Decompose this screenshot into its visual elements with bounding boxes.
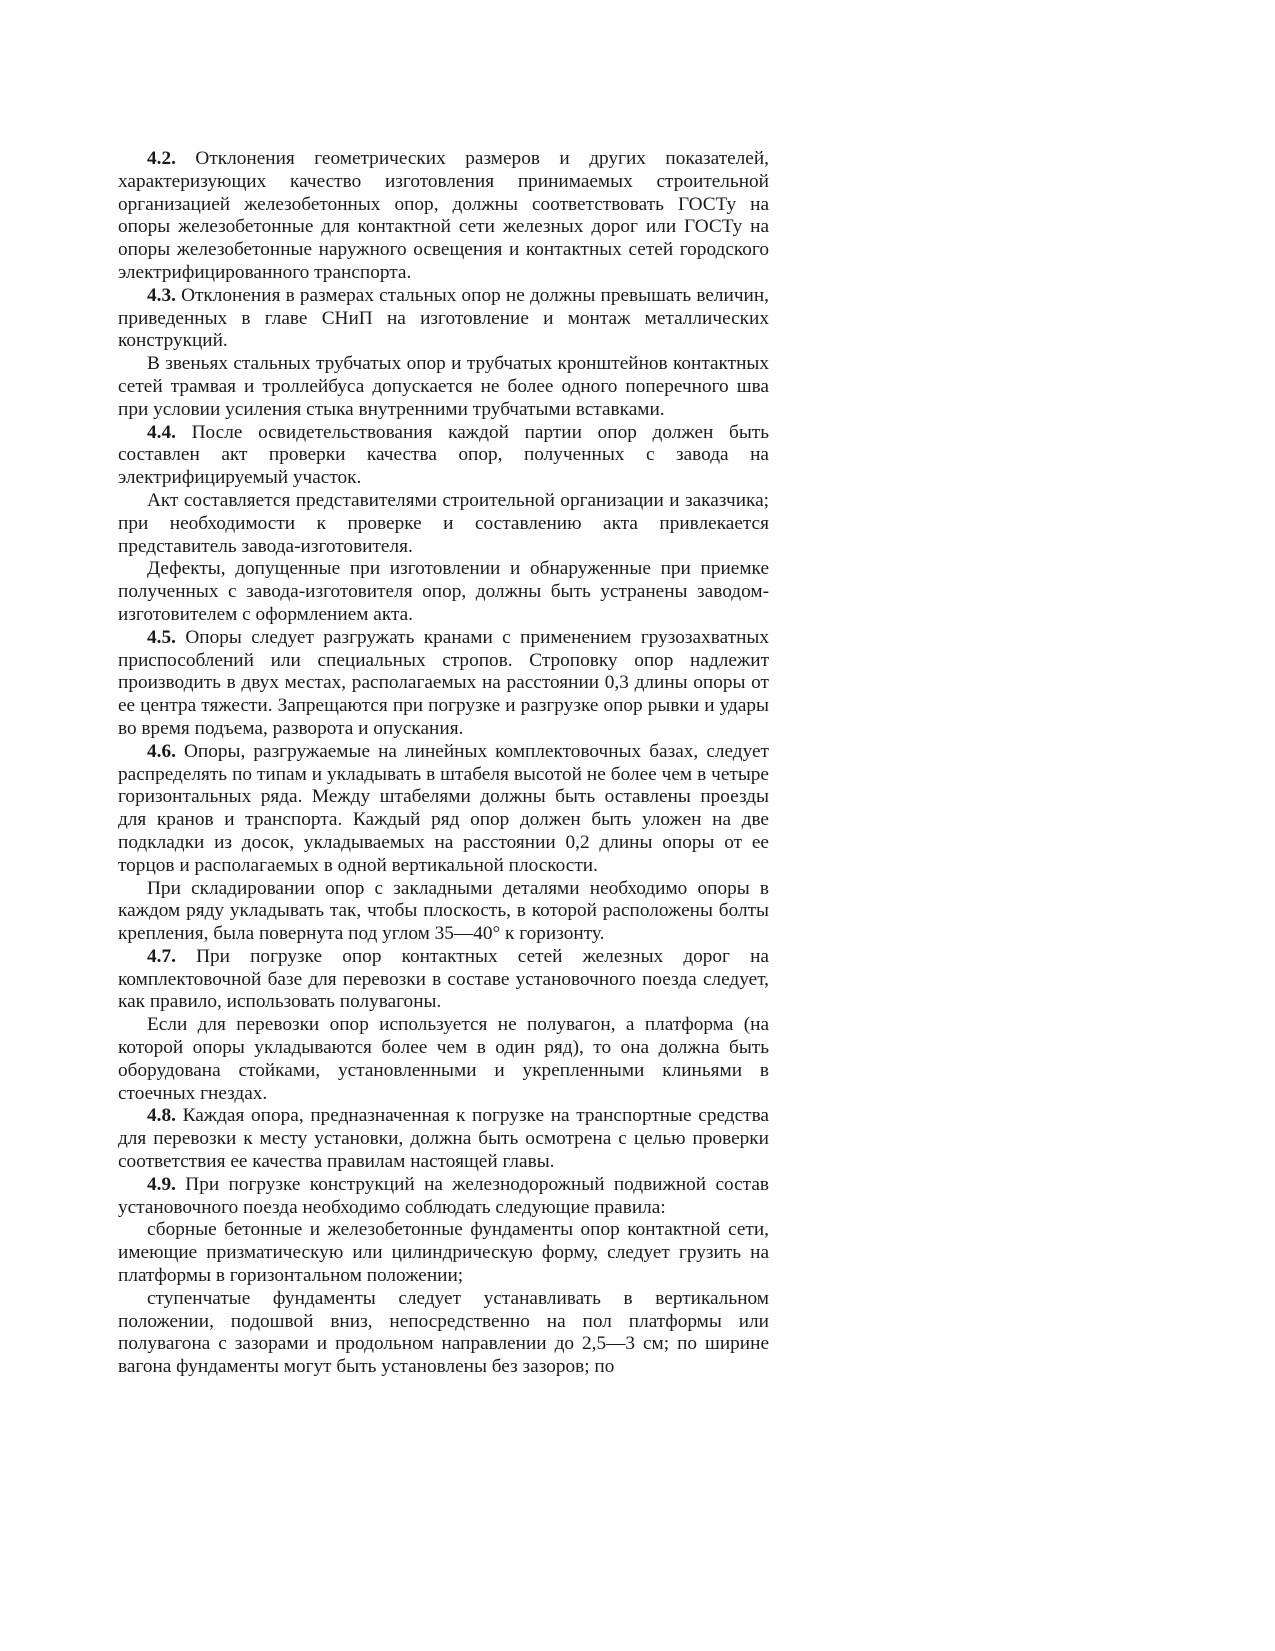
clause-number: 4.4. [147, 421, 176, 443]
paragraph [118, 490, 769, 558]
paragraph-4-6 [118, 741, 769, 878]
clause-number: 4.3. [147, 284, 176, 306]
clause-number: 4.2. [147, 148, 176, 169]
paragraph-text: В звеньях стальных трубчатых опор и трубчатых кронштейнов контактных сетей трамвая и троллейбуса допускается не более одного поперечного шва при условии усиления стыка внутренними трубчатыми вставками. [118, 353, 769, 420]
paragraph-text: Если для перевозки опор используется не полувагон, а платформа (на которой опоры укладываются более чем в один ряд), то она должна быть оборудована стойками, установленными и укрепленными клиньями в стоечных гнездах. [118, 1014, 769, 1104]
document-body [118, 148, 769, 1379]
paragraph-text: Опоры следует разгружать кранами с применением грузозахватных приспособлений или специальных стропов. Строповку опор надлежит производить в двух местах, располагаемых на расстоянии 0,3 длины опоры от ее центра тяжести. Запрещаются при погрузке и разгрузке опор рывки и удары во время подъема, разворота и опускания. [118, 626, 769, 739]
clause-number: 4.6. [147, 740, 176, 762]
paragraph-text: Опоры, разгружаемые на линейных комплектовочных базах, следует распределять по типам и укладывать в штабеля высотой не более чем в четыре горизонтальных ряда. Между штабелями должны быть оставлены проезды для кранов и транспорта. Каждый ряд опор должен быть уложен на две подкладки из досок, укладываемых на расстоянии 0,2 длины опоры от ее торцов и располагаемых в одной вертикальной плоскости. [118, 740, 769, 876]
paragraph [118, 1014, 769, 1105]
paragraph [118, 558, 769, 626]
paragraph-text: При погрузке конструкций на железнодорожный подвижной состав установочного поезда необходимо соблюдать следующие правила: [118, 1173, 770, 1218]
paragraph-text: сборные бетонные и железобетонные фундаменты опор контактной сети, имеющие призматическую или цилиндрическую форму, следует грузить на платформы в горизонтальном положении; [118, 1219, 769, 1287]
paragraph-text: ступенчатые фундаменты следует устанавливать в вертикальном положении, подошвой вниз, непосредственно на пол платформы или полувагона с зазорами и продольном направлении до 2,5—3 см; по ширине вагона фундаменты могут быть установлены без зазоров; по [118, 1287, 769, 1378]
paragraph-4-3 [118, 285, 769, 353]
paragraph-4-5 [118, 627, 769, 741]
paragraph [118, 1219, 769, 1287]
paragraph [118, 878, 769, 946]
clause-number: 4.9. [147, 1173, 176, 1195]
paragraph-text: Дефекты, допущенные при изготовлении и обнаруженные при приемке полученных с завода-изготовителя опор, должны быть устранены заводом-изготовителем с оформлением акта. [118, 558, 769, 625]
paragraph-text: Акт составляется представителями строительной организации и заказчика; при необходимости к проверке и составлению акта привлекается представитель завода-изготовителя. [118, 489, 769, 557]
paragraph-text: Отклонения геометрических размеров и других показателей, характеризующих качество изготовления принимаемых строительной организацией железобетонных опор, должны соответствовать ГОСТу на опоры железобетонные для контактной сети железных дорог или ГОСТу на опоры железобетонные наружного освещения и контактных сетей городского электрифицированного транспорта. [118, 148, 769, 283]
paragraph-text: При складировании опор с закладными деталями необходимо опоры в каждом ряду укладывать так, чтобы плоскость, в которой расположены болты крепления, была повернута под углом 35—40° к горизонту. [118, 877, 769, 945]
clause-number: 4.5. [147, 626, 176, 648]
paragraph-text: После освидетельствования каждой партии опор должен быть составлен акт проверки качества опор, полученных с завода на электрифицируемый участок. [118, 421, 769, 489]
paragraph-text: При погрузке опор контактных сетей железных дорог на комплектовочной базе для перевозки в составе установочного поезда следует, как правило, использовать полувагоны. [118, 945, 769, 1013]
paragraph-4-8 [118, 1105, 769, 1173]
paragraph-4-4 [118, 422, 769, 490]
paragraph [118, 1288, 769, 1379]
clause-number: 4.7. [147, 945, 176, 967]
paragraph-text: Отклонения в размерах стальных опор не должны превышать величин, приведенных в главе СНиП на изготовление и монтаж металлических конструкций. [118, 284, 769, 352]
paragraph-4-7 [118, 946, 769, 1014]
paragraph-4-9 [118, 1174, 769, 1220]
paragraph-4-2 [118, 148, 769, 285]
paragraph [118, 353, 769, 421]
clause-number: 4.8. [147, 1105, 176, 1127]
paragraph-text: Каждая опора, предназначенная к погрузке на транспортные средства для перевозки к месту установки, должна быть осмотрена с целью проверки соответствия ее качества правилам настоящей главы. [118, 1105, 769, 1173]
